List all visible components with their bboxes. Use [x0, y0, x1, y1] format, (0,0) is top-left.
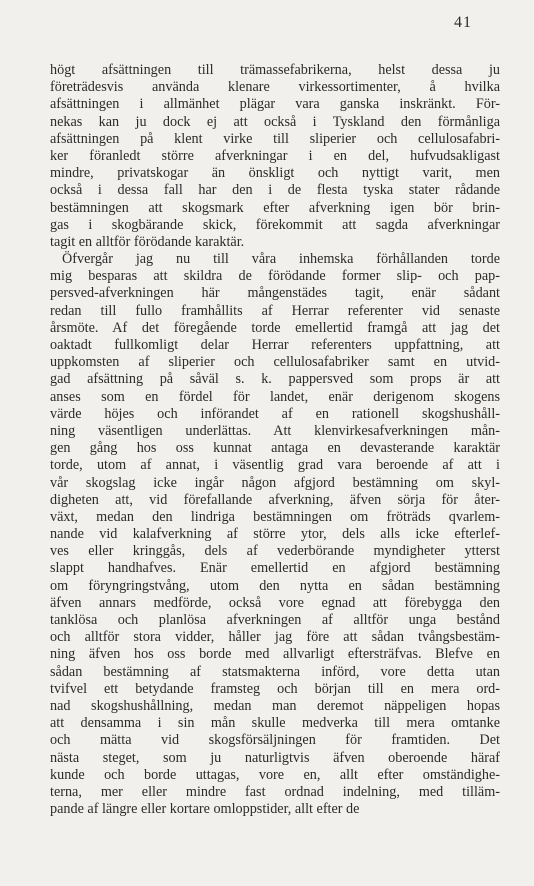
- text-line: växt, medan den lindriga bestämningen om fröträds qvarlem-: [50, 508, 500, 525]
- text-line: att densamma i sin mån skulle medverka till mera omtanke: [50, 715, 500, 732]
- text-line: också i dessa fall har den i de flesta tyska stater rådande: [50, 182, 500, 199]
- text-line: persved-afverkningen här mångenstädes tagit, enär sådant: [50, 285, 500, 302]
- text-line: tagit en alltför förödande karaktär.: [50, 233, 245, 250]
- page-number: 41: [454, 14, 472, 31]
- text-line: sådan bestämning af statsmakterna införd, vore detta utan: [50, 663, 500, 680]
- text-line: tvifvel ett betydande framsteg och början till en mera ord-: [50, 680, 500, 697]
- text-line: och alltför stora vidder, håller jag före att sådan tvångsbestäm-: [50, 629, 500, 646]
- text-line: högt afsättningen till trämassefabrikerna, helst dessa ju: [50, 62, 500, 78]
- text-line: uppkomsten af sliperier och cellulosafabriker samt en utvid-: [50, 354, 500, 371]
- text-line: anses som en fördel för landet, enär derigenom skogens: [50, 388, 500, 405]
- text-line: slappt handhafves. Enär emellertid en afgjord bestämning: [50, 560, 500, 577]
- text-line: redan till fullo framhållits af Herrar referenter vid senaste: [50, 302, 500, 319]
- text-line: nekas kan ju dock ej att också i Tyskland den förmånliga: [50, 113, 500, 130]
- text-line: nande vid kalafverkning af större ytor, dels alls icke efterlef-: [50, 526, 500, 543]
- text-line: pande af längre eller kortare omloppstider, allt efter de: [50, 801, 360, 818]
- text-line: nad skogshushållning, medan man deremot näppeligen hopas: [50, 697, 500, 714]
- text-line: mig besparas att skildra de förödande former slip- och pap-: [50, 268, 500, 285]
- body-text: [50, 62, 500, 818]
- text-line: kunde och borde uttagas, vore en, allt efter omständighe-: [50, 766, 500, 783]
- text-line: afsättningen i allmänhet plägar vara ganska inskränkt. För-: [50, 96, 500, 113]
- text-line: terna, mer eller mindre fast ordnad indelning, med tilläm-: [50, 783, 500, 800]
- text-line: afsättningen på klent virke till sliperier och cellulosafabri-: [50, 130, 500, 147]
- text-line: ker föranledt större afverkningar i en del, hufvudsakligast: [50, 147, 500, 164]
- text-line: ning äfven hos oss borde med allvarligt eftersträfvas. Blefve en: [50, 646, 500, 663]
- text-line: värde höjes och införandet af en rationell skogshushåll-: [50, 405, 500, 422]
- text-line: torde, utom af annat, i väsentlig grad vara beroende af att i: [50, 457, 500, 474]
- text-line: årsmöte. Af det föregående torde emellertid framgå att jag det: [50, 319, 500, 336]
- text-line: nästa steget, som ju naturligtvis äfven oberoende häraf: [50, 749, 500, 766]
- text-line: tanklösa och planlösa afverkningen af alltför unga bestånd: [50, 612, 500, 628]
- text-line: oaktadt fullkomligt delar Herrar referenters uppfattning, att: [50, 337, 500, 353]
- text-line: om föryngringstvång, utom den nytta en sådan bestämning: [50, 577, 500, 594]
- text-line: och mätta vid skogsförsäljningen för framtiden. Det: [50, 732, 500, 749]
- text-line: bestämningen att skogsmark efter afverkning igen bör brin-: [50, 199, 500, 216]
- text-line: gen gång hos oss kunnat antaga en devasterande karaktär: [50, 440, 500, 457]
- text-line: digheten att, vid förefallande afverkning, äfven sörja för åter-: [50, 491, 500, 508]
- text-line: ning väsentligen underlättas. Att klenvirkesafverkningen mån-: [50, 422, 500, 439]
- text-line: gad afsättning på såväl s. k. pappersved som props är att: [50, 371, 500, 388]
- text-line: vår skogslag icke ingår någon afgjord bestämning om skyl-: [50, 474, 500, 491]
- text-line: Öfvergår jag nu till våra inhemska förhållanden torde: [62, 251, 500, 268]
- text-line: äfven annars medförde, också vore egnad att förebygga den: [50, 594, 500, 611]
- text-line: företrädesvis använda klenare virkessortimenter, å hvilka: [50, 79, 500, 96]
- text-line: gas i skogbärande skick, förekommit att sagda afverkningar: [50, 216, 500, 233]
- text-line: mindre, privatskogar än önskligt och nyttigt varit, men: [50, 165, 500, 182]
- text-line: ves eller kringgås, dels af vederbörande myndigheter ytterst: [50, 543, 500, 560]
